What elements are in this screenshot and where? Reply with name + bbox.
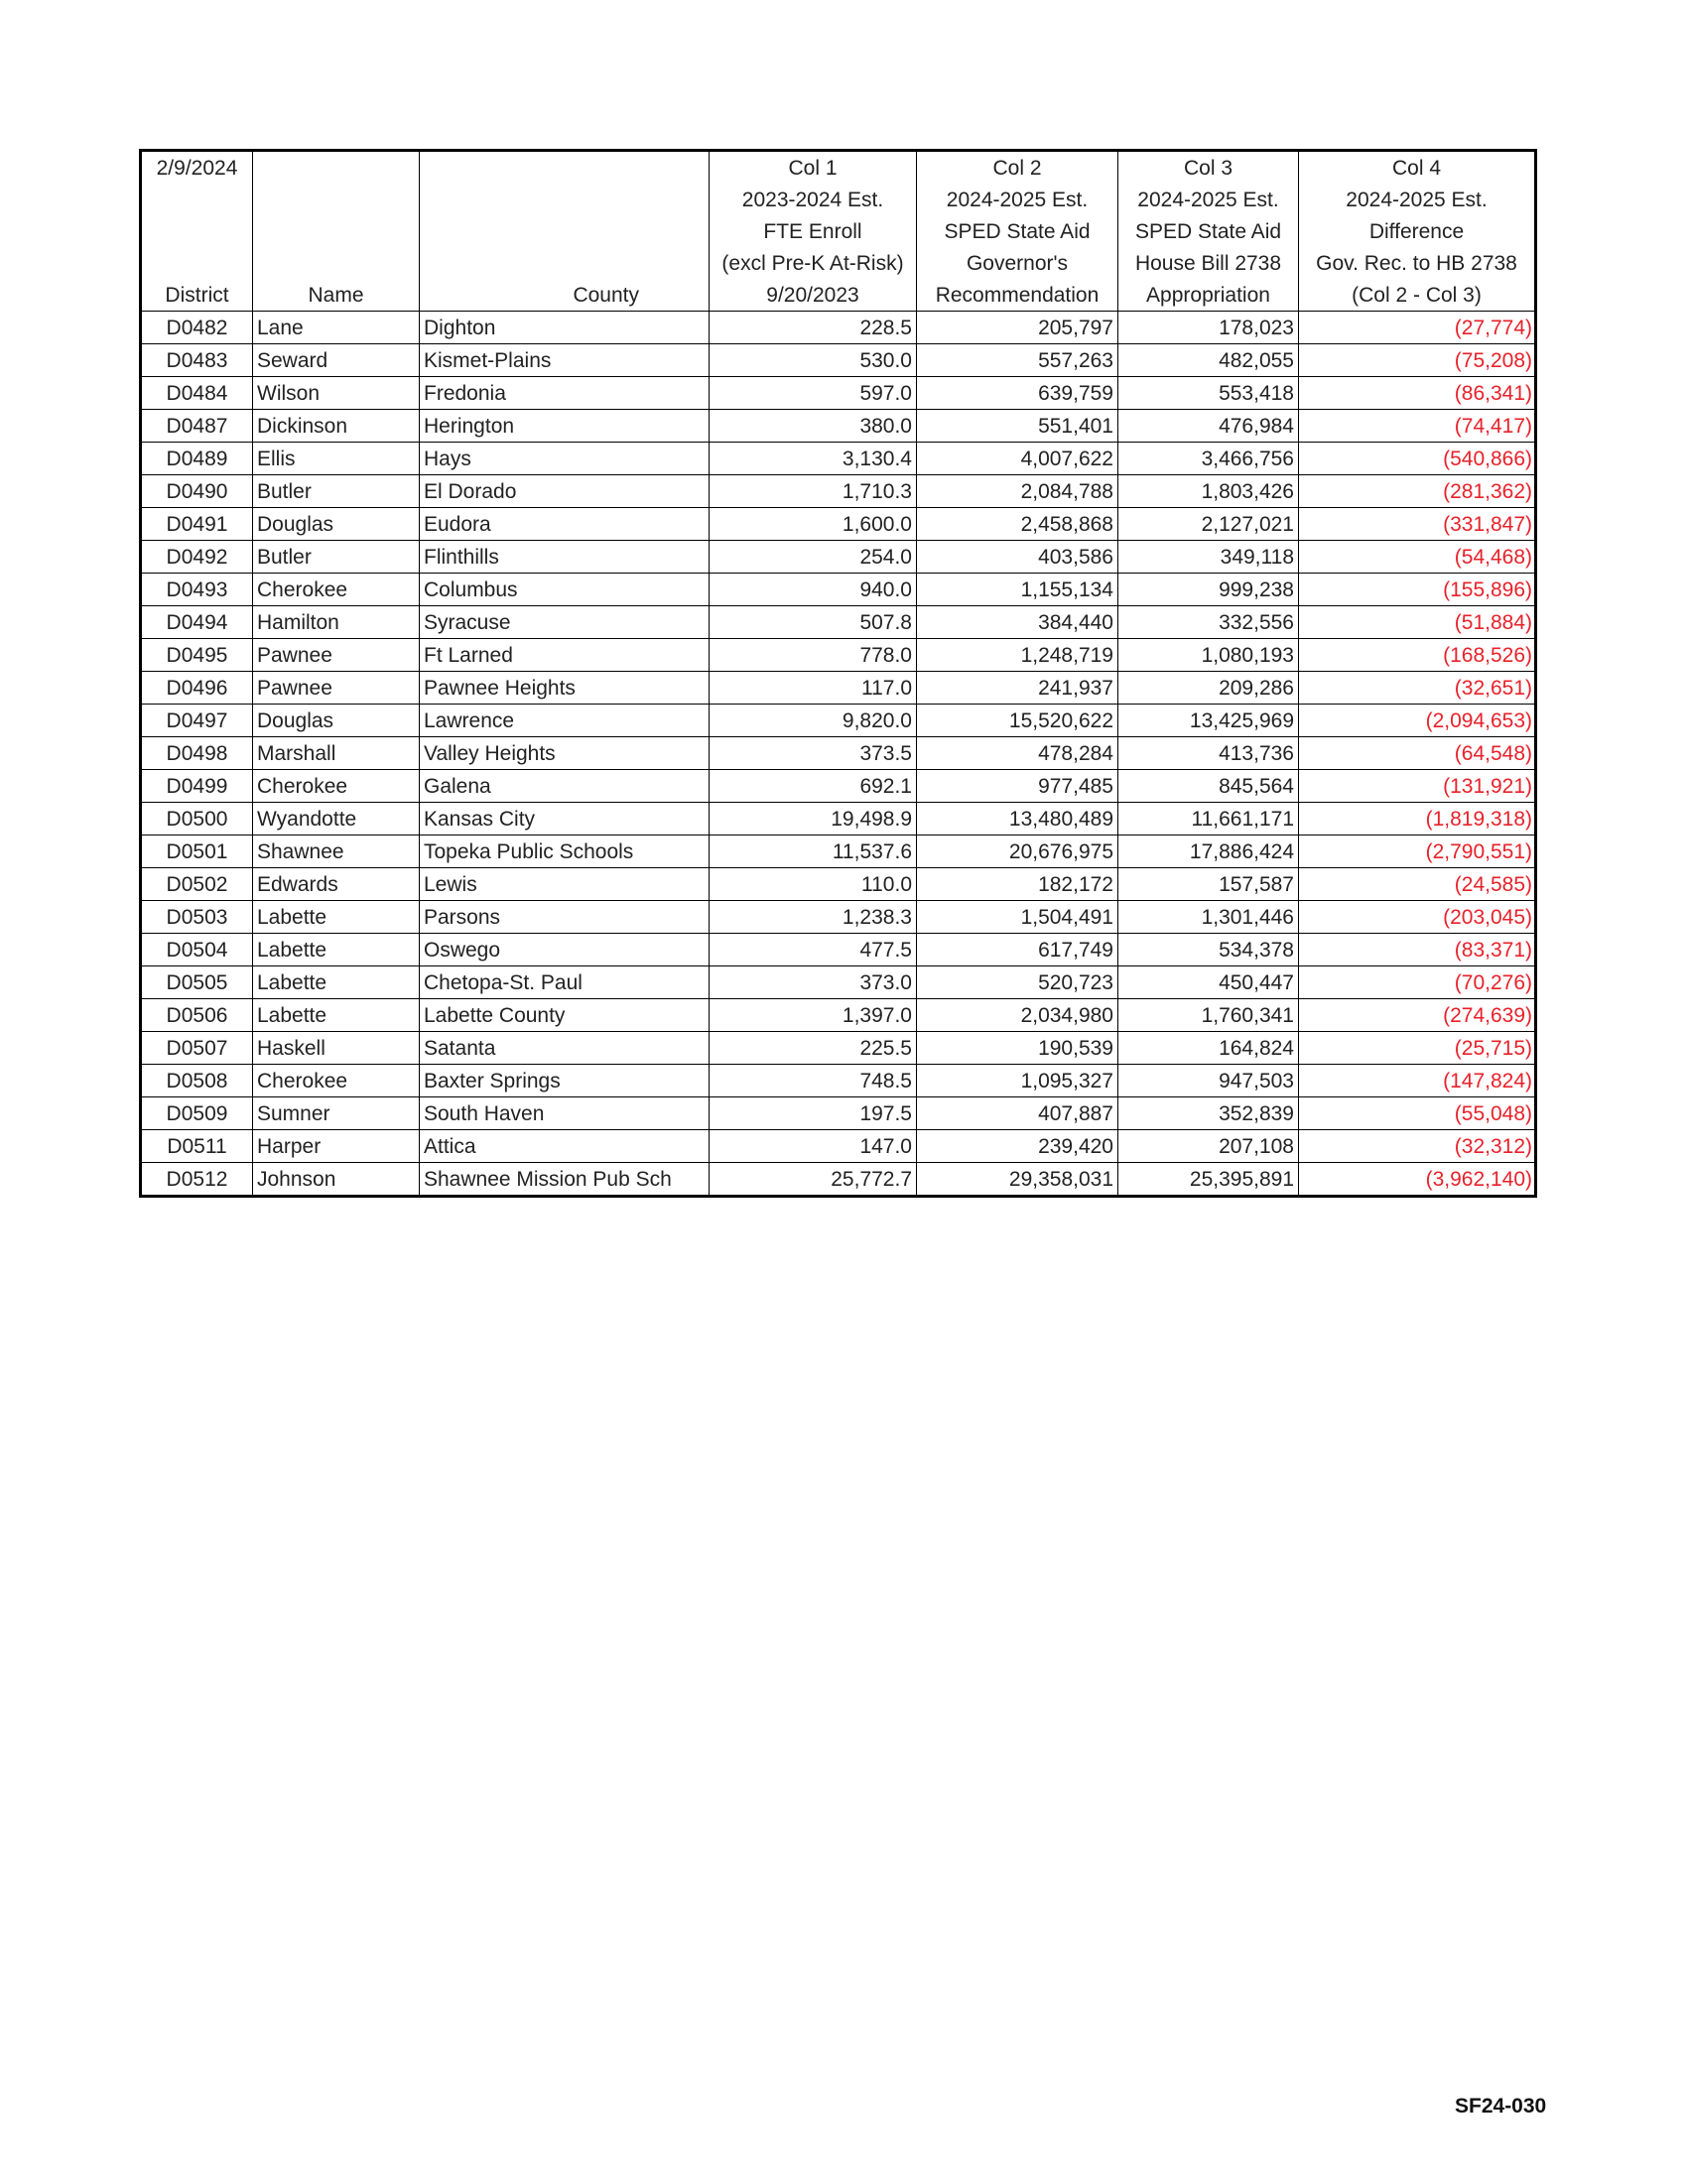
hb-appropriation-cell: 332,556: [1118, 606, 1299, 639]
name-cell: Hamilton: [253, 606, 420, 639]
fte-cell: 225.5: [710, 1032, 917, 1065]
county-cell: Herington: [420, 410, 710, 443]
county-cell: Attica: [420, 1130, 710, 1163]
gov-rec-cell: 384,440: [917, 606, 1118, 639]
fte-cell: 778.0: [710, 639, 917, 672]
fte-cell: 197.5: [710, 1097, 917, 1130]
table-row: [141, 508, 1536, 541]
col2-sub: Recommendation: [917, 279, 1118, 312]
hb-appropriation-cell: 11,661,171: [1118, 803, 1299, 835]
hb-appropriation-cell: 178,023: [1118, 312, 1299, 344]
col4-sub: (Col 2 - Col 3): [1299, 279, 1536, 312]
name-cell: Johnson: [253, 1163, 420, 1197]
fte-cell: 380.0: [710, 410, 917, 443]
difference-cell: (25,715): [1299, 1032, 1536, 1065]
district-cell: D0498: [141, 737, 253, 770]
name-cell: Marshall: [253, 737, 420, 770]
district-cell: D0482: [141, 312, 253, 344]
table-row: [141, 1097, 1536, 1130]
difference-cell: (55,048): [1299, 1097, 1536, 1130]
name-cell: Butler: [253, 541, 420, 574]
gov-rec-cell: 182,172: [917, 868, 1118, 901]
col2-year: 2024-2025 Est.: [917, 184, 1118, 215]
difference-cell: (168,526): [1299, 639, 1536, 672]
hb-appropriation-cell: 25,395,891: [1118, 1163, 1299, 1197]
name-cell: Sumner: [253, 1097, 420, 1130]
hb-appropriation-cell: 845,564: [1118, 770, 1299, 803]
district-header: District: [141, 279, 253, 312]
name-cell: Seward: [253, 344, 420, 377]
district-cell: D0495: [141, 639, 253, 672]
hb-appropriation-cell: 413,736: [1118, 737, 1299, 770]
table-row: [141, 574, 1536, 606]
gov-rec-cell: 2,458,868: [917, 508, 1118, 541]
name-cell: Labette: [253, 966, 420, 999]
district-cell: D0493: [141, 574, 253, 606]
table-row: [141, 1130, 1536, 1163]
gov-rec-cell: 15,520,622: [917, 705, 1118, 737]
gov-rec-cell: 1,095,327: [917, 1065, 1118, 1097]
table-row: [141, 1163, 1536, 1197]
district-cell: D0500: [141, 803, 253, 835]
hb-appropriation-cell: 1,080,193: [1118, 639, 1299, 672]
gov-rec-cell: 478,284: [917, 737, 1118, 770]
name-cell: Cherokee: [253, 574, 420, 606]
table-row: [141, 868, 1536, 901]
table-row: [141, 475, 1536, 508]
county-cell: Hays: [420, 443, 710, 475]
table-row: [141, 312, 1536, 344]
col1-year: 2023-2024 Est.: [710, 184, 917, 215]
hb-appropriation-cell: 999,238: [1118, 574, 1299, 606]
hb-appropriation-cell: 13,425,969: [1118, 705, 1299, 737]
county-cell: Chetopa-St. Paul: [420, 966, 710, 999]
table-row: [141, 541, 1536, 574]
table-row: [141, 344, 1536, 377]
name-cell: Douglas: [253, 705, 420, 737]
district-cell: D0511: [141, 1130, 253, 1163]
name-cell: Cherokee: [253, 1065, 420, 1097]
table-row: [141, 1032, 1536, 1065]
hb-appropriation-cell: 349,118: [1118, 541, 1299, 574]
county-header: County: [420, 279, 710, 312]
hb-appropriation-cell: 482,055: [1118, 344, 1299, 377]
district-cell: D0506: [141, 999, 253, 1032]
table-row: [141, 737, 1536, 770]
difference-cell: (155,896): [1299, 574, 1536, 606]
county-cell: Columbus: [420, 574, 710, 606]
header-row-5: [141, 279, 1536, 312]
fte-cell: 748.5: [710, 1065, 917, 1097]
county-cell: Kismet-Plains: [420, 344, 710, 377]
difference-cell: (2,094,653): [1299, 705, 1536, 737]
hb-appropriation-cell: 1,301,446: [1118, 901, 1299, 934]
county-cell: Pawnee Heights: [420, 672, 710, 705]
difference-cell: (147,824): [1299, 1065, 1536, 1097]
difference-cell: (1,819,318): [1299, 803, 1536, 835]
difference-cell: (540,866): [1299, 443, 1536, 475]
col2-note: Governor's: [917, 247, 1118, 279]
table-row: [141, 410, 1536, 443]
col2-label: Col 2: [917, 151, 1118, 185]
table-row: [141, 705, 1536, 737]
fte-cell: 477.5: [710, 934, 917, 966]
district-cell: D0490: [141, 475, 253, 508]
table-row: [141, 803, 1536, 835]
gov-rec-cell: 13,480,489: [917, 803, 1118, 835]
name-cell: Wilson: [253, 377, 420, 410]
district-cell: D0484: [141, 377, 253, 410]
hb-appropriation-cell: 534,378: [1118, 934, 1299, 966]
hb-appropriation-cell: 209,286: [1118, 672, 1299, 705]
district-cell: D0509: [141, 1097, 253, 1130]
document-code: SF24-030: [1455, 2095, 1547, 2118]
county-cell: South Haven: [420, 1097, 710, 1130]
hb-appropriation-cell: 450,447: [1118, 966, 1299, 999]
fte-cell: 1,710.3: [710, 475, 917, 508]
hb-appropriation-cell: 1,803,426: [1118, 475, 1299, 508]
hb-appropriation-cell: 157,587: [1118, 868, 1299, 901]
gov-rec-cell: 20,676,975: [917, 835, 1118, 868]
fte-cell: 692.1: [710, 770, 917, 803]
table-row: [141, 770, 1536, 803]
hb-appropriation-cell: 164,824: [1118, 1032, 1299, 1065]
sped-aid-table: [139, 149, 1537, 1198]
county-cell: Flinthills: [420, 541, 710, 574]
hb-appropriation-cell: 476,984: [1118, 410, 1299, 443]
table-row: [141, 1065, 1536, 1097]
fte-cell: 3,130.4: [710, 443, 917, 475]
county-cell: Satanta: [420, 1032, 710, 1065]
district-cell: D0507: [141, 1032, 253, 1065]
county-cell: Syracuse: [420, 606, 710, 639]
county-cell: Lewis: [420, 868, 710, 901]
fte-cell: 9,820.0: [710, 705, 917, 737]
hb-appropriation-cell: 3,466,756: [1118, 443, 1299, 475]
fte-cell: 147.0: [710, 1130, 917, 1163]
difference-cell: (86,341): [1299, 377, 1536, 410]
gov-rec-cell: 29,358,031: [917, 1163, 1118, 1197]
col1-label: Col 1: [710, 151, 917, 185]
difference-cell: (83,371): [1299, 934, 1536, 966]
difference-cell: (54,468): [1299, 541, 1536, 574]
hb-appropriation-cell: 17,886,424: [1118, 835, 1299, 868]
col1-desc: FTE Enroll: [710, 215, 917, 247]
name-cell: Labette: [253, 901, 420, 934]
district-cell: D0508: [141, 1065, 253, 1097]
district-cell: D0492: [141, 541, 253, 574]
gov-rec-cell: 190,539: [917, 1032, 1118, 1065]
header-row-1: [141, 151, 1536, 185]
difference-cell: (64,548): [1299, 737, 1536, 770]
table-row: [141, 377, 1536, 410]
difference-cell: (32,651): [1299, 672, 1536, 705]
name-cell: Pawnee: [253, 672, 420, 705]
col4-note: Gov. Rec. to HB 2738: [1299, 247, 1536, 279]
difference-cell: (281,362): [1299, 475, 1536, 508]
fte-cell: 373.5: [710, 737, 917, 770]
col2-desc: SPED State Aid: [917, 215, 1118, 247]
district-cell: D0502: [141, 868, 253, 901]
fte-cell: 25,772.7: [710, 1163, 917, 1197]
county-cell: Topeka Public Schools: [420, 835, 710, 868]
fte-cell: 507.8: [710, 606, 917, 639]
county-cell: Labette County: [420, 999, 710, 1032]
hb-appropriation-cell: 1,760,341: [1118, 999, 1299, 1032]
district-cell: D0489: [141, 443, 253, 475]
hb-appropriation-cell: 553,418: [1118, 377, 1299, 410]
county-cell: Dighton: [420, 312, 710, 344]
table-row: [141, 672, 1536, 705]
fte-cell: 228.5: [710, 312, 917, 344]
col4-year: 2024-2025 Est.: [1299, 184, 1536, 215]
gov-rec-cell: 205,797: [917, 312, 1118, 344]
col4-label: Col 4: [1299, 151, 1536, 185]
gov-rec-cell: 551,401: [917, 410, 1118, 443]
gov-rec-cell: 407,887: [917, 1097, 1118, 1130]
name-cell: Edwards: [253, 868, 420, 901]
col3-sub: Appropriation: [1118, 279, 1299, 312]
difference-cell: (75,208): [1299, 344, 1536, 377]
fte-cell: 940.0: [710, 574, 917, 606]
table-row: [141, 901, 1536, 934]
name-cell: Haskell: [253, 1032, 420, 1065]
county-cell: Lawrence: [420, 705, 710, 737]
gov-rec-cell: 1,155,134: [917, 574, 1118, 606]
gov-rec-cell: 1,248,719: [917, 639, 1118, 672]
header-row-4: [141, 247, 1536, 279]
gov-rec-cell: 2,034,980: [917, 999, 1118, 1032]
fte-cell: 110.0: [710, 868, 917, 901]
fte-cell: 117.0: [710, 672, 917, 705]
name-cell: Harper: [253, 1130, 420, 1163]
col3-note: House Bill 2738: [1118, 247, 1299, 279]
hb-appropriation-cell: 2,127,021: [1118, 508, 1299, 541]
difference-cell: (70,276): [1299, 966, 1536, 999]
hb-appropriation-cell: 207,108: [1118, 1130, 1299, 1163]
district-cell: D0504: [141, 934, 253, 966]
difference-cell: (274,639): [1299, 999, 1536, 1032]
fte-cell: 1,238.3: [710, 901, 917, 934]
county-cell: Fredonia: [420, 377, 710, 410]
header-row-2: [141, 184, 1536, 215]
district-cell: D0496: [141, 672, 253, 705]
table-row: [141, 835, 1536, 868]
report-date: 2/9/2024: [141, 151, 253, 185]
county-cell: Valley Heights: [420, 737, 710, 770]
gov-rec-cell: 239,420: [917, 1130, 1118, 1163]
county-cell: Ft Larned: [420, 639, 710, 672]
gov-rec-cell: 4,007,622: [917, 443, 1118, 475]
col1-date: 9/20/2023: [710, 279, 917, 312]
fte-cell: 254.0: [710, 541, 917, 574]
district-cell: D0499: [141, 770, 253, 803]
gov-rec-cell: 520,723: [917, 966, 1118, 999]
table-row: [141, 966, 1536, 999]
gov-rec-cell: 1,504,491: [917, 901, 1118, 934]
district-cell: D0483: [141, 344, 253, 377]
name-cell: Douglas: [253, 508, 420, 541]
name-cell: Butler: [253, 475, 420, 508]
fte-cell: 1,397.0: [710, 999, 917, 1032]
gov-rec-cell: 557,263: [917, 344, 1118, 377]
col4-desc: Difference: [1299, 215, 1536, 247]
name-cell: Ellis: [253, 443, 420, 475]
table-row: [141, 606, 1536, 639]
difference-cell: (331,847): [1299, 508, 1536, 541]
district-cell: D0487: [141, 410, 253, 443]
gov-rec-cell: 241,937: [917, 672, 1118, 705]
name-cell: Lane: [253, 312, 420, 344]
district-cell: D0491: [141, 508, 253, 541]
difference-cell: (24,585): [1299, 868, 1536, 901]
difference-cell: (27,774): [1299, 312, 1536, 344]
name-cell: Pawnee: [253, 639, 420, 672]
district-cell: D0505: [141, 966, 253, 999]
fte-cell: 373.0: [710, 966, 917, 999]
hb-appropriation-cell: 947,503: [1118, 1065, 1299, 1097]
difference-cell: (32,312): [1299, 1130, 1536, 1163]
difference-cell: (74,417): [1299, 410, 1536, 443]
name-cell: Labette: [253, 999, 420, 1032]
district-cell: D0497: [141, 705, 253, 737]
county-cell: Baxter Springs: [420, 1065, 710, 1097]
county-cell: Shawnee Mission Pub Sch: [420, 1163, 710, 1197]
difference-cell: (51,884): [1299, 606, 1536, 639]
difference-cell: (203,045): [1299, 901, 1536, 934]
name-cell: Dickinson: [253, 410, 420, 443]
district-cell: D0494: [141, 606, 253, 639]
difference-cell: (2,790,551): [1299, 835, 1536, 868]
difference-cell: (3,962,140): [1299, 1163, 1536, 1197]
county-cell: Oswego: [420, 934, 710, 966]
header-row-3: [141, 215, 1536, 247]
table-row: [141, 999, 1536, 1032]
col1-note: (excl Pre-K At-Risk): [710, 247, 917, 279]
gov-rec-cell: 403,586: [917, 541, 1118, 574]
fte-cell: 1,600.0: [710, 508, 917, 541]
gov-rec-cell: 639,759: [917, 377, 1118, 410]
difference-cell: (131,921): [1299, 770, 1536, 803]
county-cell: Kansas City: [420, 803, 710, 835]
name-cell: Wyandotte: [253, 803, 420, 835]
fte-cell: 19,498.9: [710, 803, 917, 835]
gov-rec-cell: 2,084,788: [917, 475, 1118, 508]
county-cell: El Dorado: [420, 475, 710, 508]
hb-appropriation-cell: 352,839: [1118, 1097, 1299, 1130]
col3-label: Col 3: [1118, 151, 1299, 185]
table-row: [141, 443, 1536, 475]
district-cell: D0503: [141, 901, 253, 934]
col3-desc: SPED State Aid: [1118, 215, 1299, 247]
gov-rec-cell: 617,749: [917, 934, 1118, 966]
name-cell: Labette: [253, 934, 420, 966]
gov-rec-cell: 977,485: [917, 770, 1118, 803]
name-cell: Shawnee: [253, 835, 420, 868]
district-cell: D0501: [141, 835, 253, 868]
table-row: [141, 934, 1536, 966]
fte-cell: 11,537.6: [710, 835, 917, 868]
table-row: [141, 639, 1536, 672]
name-cell: Cherokee: [253, 770, 420, 803]
name-header: Name: [253, 279, 420, 312]
fte-cell: 597.0: [710, 377, 917, 410]
col3-year: 2024-2025 Est.: [1118, 184, 1299, 215]
district-cell: D0512: [141, 1163, 253, 1197]
county-cell: Eudora: [420, 508, 710, 541]
county-cell: Galena: [420, 770, 710, 803]
county-cell: Parsons: [420, 901, 710, 934]
fte-cell: 530.0: [710, 344, 917, 377]
